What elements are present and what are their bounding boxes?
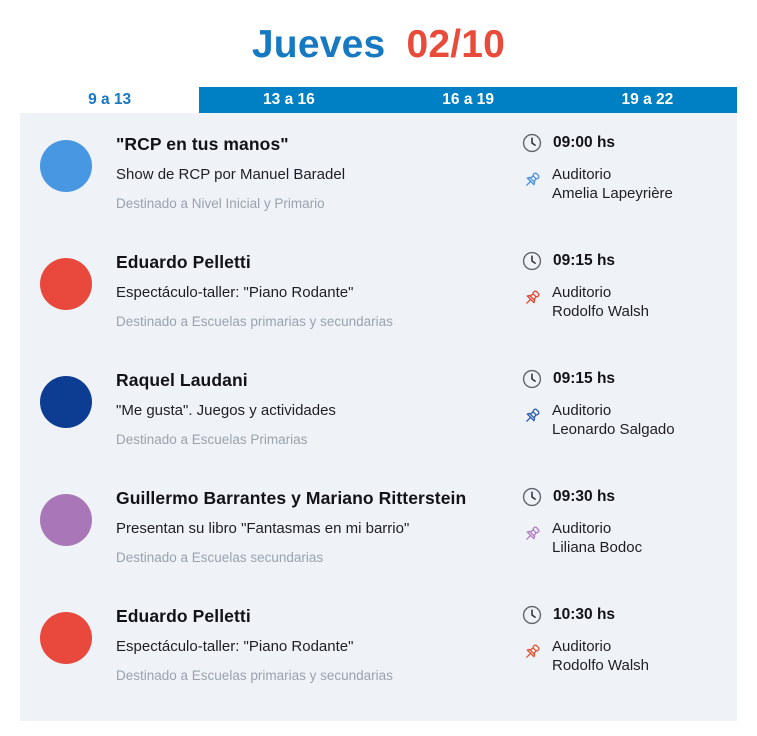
pushpin-icon: [521, 642, 542, 663]
event-color-dot: [40, 494, 92, 546]
event-location: [552, 519, 642, 558]
event-location-line2: Leonardo Salgado: [552, 421, 675, 439]
event-time-row: [521, 604, 721, 626]
event-location-row: [521, 519, 721, 558]
event-audience: Destinado a Escuelas primarias y secundarias: [116, 313, 393, 329]
event-color-dot: [40, 140, 92, 192]
event-row: [20, 593, 737, 711]
pushpin-icon: [521, 524, 542, 545]
event-audience: Destinado a Escuelas primarias y secundarias: [116, 667, 393, 683]
clock-icon: [521, 250, 543, 272]
clock-icon: [521, 604, 543, 626]
tab-16-a-19[interactable]: [379, 87, 558, 113]
event-side: [521, 130, 721, 204]
event-subtitle: Espectáculo-taller: "Piano Rodante": [116, 637, 354, 655]
event-time: 09:30 hs: [553, 487, 616, 505]
event-time-row: [521, 250, 721, 272]
event-location: [552, 165, 673, 204]
event-location: [552, 637, 649, 676]
event-main: [116, 484, 521, 565]
event-side: [521, 248, 721, 322]
clock-icon: [521, 132, 543, 154]
event-color-dot: [40, 612, 92, 664]
clock-icon: [521, 368, 543, 390]
page-title-day: Jueves: [251, 23, 386, 66]
event-location-line1: Auditorio: [552, 519, 612, 537]
tab-19-a-22[interactable]: [558, 87, 737, 113]
pushpin-icon: [521, 288, 542, 309]
event-title: Raquel Laudani: [116, 369, 248, 390]
event-main: [116, 248, 521, 329]
event-location-line1: Auditorio: [552, 401, 612, 419]
event-time-row: [521, 132, 721, 154]
pushpin-icon: [521, 170, 542, 191]
event-title: Guillermo Barrantes y Mariano Ritterstein: [116, 487, 467, 508]
tab-9-a-13[interactable]: [20, 87, 199, 113]
event-location-row: [521, 165, 721, 204]
event-main: [116, 366, 521, 447]
event-title: Eduardo Pelletti: [116, 605, 251, 626]
event-color-dot: [40, 376, 92, 428]
event-main: [116, 130, 521, 211]
tab-label: 16 a 19: [442, 90, 494, 108]
event-title: "RCP en tus manos": [116, 133, 289, 154]
event-row: [20, 239, 737, 357]
event-time: 09:00 hs: [553, 133, 616, 151]
event-subtitle: Show de RCP por Manuel Baradel: [116, 165, 346, 183]
tab-label: 9 a 13: [88, 90, 132, 108]
event-time-row: [521, 368, 721, 390]
event-subtitle: Espectáculo-taller: "Piano Rodante": [116, 283, 354, 301]
event-location: [552, 283, 649, 322]
event-side: [521, 484, 721, 558]
event-row: [20, 121, 737, 239]
event-location-line1: Auditorio: [552, 283, 612, 301]
events-panel: [20, 113, 737, 721]
event-location-line2: Rodolfo Walsh: [552, 657, 649, 675]
event-location: [552, 401, 675, 440]
event-time: 09:15 hs: [553, 369, 616, 387]
event-audience: Destinado a Nivel Inicial y Primario: [116, 195, 325, 211]
event-time: 10:30 hs: [553, 605, 616, 623]
event-location-line2: Amelia Lapeyrière: [552, 185, 673, 203]
event-audience: Destinado a Escuelas Primarias: [116, 431, 308, 447]
event-location-line1: Auditorio: [552, 165, 612, 183]
event-location-line2: Rodolfo Walsh: [552, 303, 649, 321]
event-subtitle: Presentan su libro "Fantasmas en mi barrio": [116, 519, 410, 537]
tab-label: 13 a 16: [263, 90, 315, 108]
tab-label: 19 a 22: [621, 90, 674, 108]
event-side: [521, 602, 721, 676]
event-color-dot: [40, 258, 92, 310]
event-location-row: [521, 283, 721, 322]
event-time-row: [521, 486, 721, 508]
event-row: [20, 357, 737, 475]
pushpin-icon: [521, 406, 542, 427]
event-audience: Destinado a Escuelas secundarias: [116, 549, 324, 565]
event-time: 09:15 hs: [553, 251, 616, 269]
event-subtitle: "Me gusta". Juegos y actividades: [116, 401, 336, 419]
event-main: [116, 602, 521, 683]
clock-icon: [521, 486, 543, 508]
event-location-line2: Liliana Bodoc: [552, 539, 643, 557]
page-title-date: 02/10: [406, 23, 506, 66]
tab-13-a-16[interactable]: [199, 87, 378, 113]
time-slot-tab-bar: [20, 87, 737, 113]
event-location-row: [521, 637, 721, 676]
event-row: [20, 475, 737, 593]
page-title: [0, 0, 757, 67]
event-location-row: [521, 401, 721, 440]
event-side: [521, 366, 721, 440]
event-title: Eduardo Pelletti: [116, 251, 251, 272]
event-location-line1: Auditorio: [552, 637, 612, 655]
